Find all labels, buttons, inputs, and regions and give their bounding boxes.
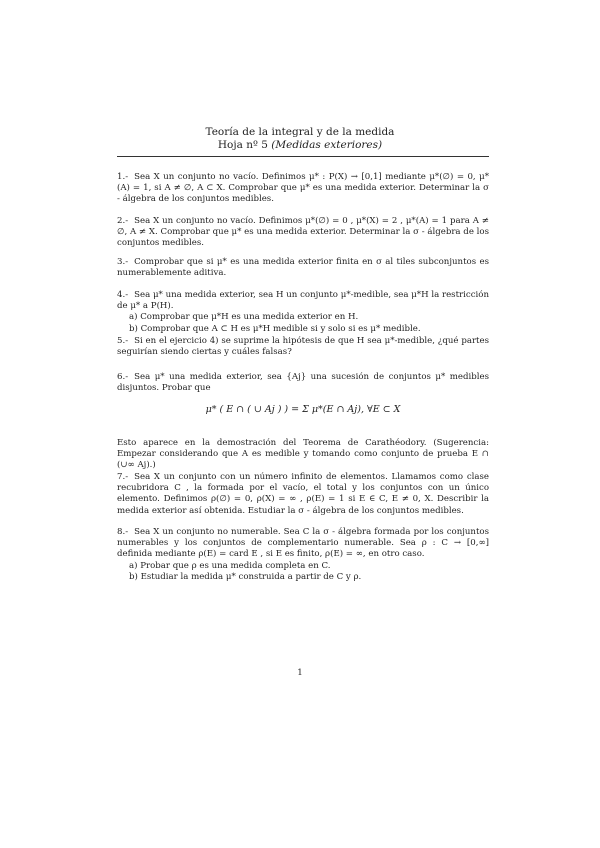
page-number: 1	[297, 668, 303, 678]
problem-text: Si en el ejercicio 4) se suprime la hipótesis de que H sea μ*-medible, ¿qué partes seguirían siendo ciertas y cuáles falsas?	[117, 336, 489, 358]
problem-4a: a) Comprobar que μ*H es una medida exterior en H.	[129, 312, 359, 323]
document-subtitle	[0, 139, 600, 152]
problem-number: 1.-	[117, 172, 129, 182]
problem-text: Sea X un conjunto no vacío. Definimos μ* : P(X) → [0,1] mediante μ*(∅) = 0, μ*(A) = 1, si A ≠ ∅, A ⊂ X. Comprobar que μ* es una medida exterior. Determinar la σ - álgebra de los conjuntos medibles.	[117, 172, 489, 205]
problem-text: Comprobar que si μ* es una medida exterior finita en σ al tiles subconjuntos es numerablemente aditiva.	[117, 257, 489, 279]
problem-number: 7.-	[117, 472, 129, 482]
problem-text: Sea X un conjunto no vacío. Definimos μ*(∅) = 0 , μ*(X) = 2 , μ*(A) = 1 para A ≠ ∅, A ≠ X. Comprobar que μ* es una medida exterior. Determinar la σ - álgebra de los conjuntos medibles.	[117, 216, 489, 249]
problem-5	[117, 336, 489, 358]
problem-2	[117, 216, 489, 250]
problem-1	[117, 172, 489, 206]
problem-text: Sea X un conjunto no numerable. Sea C la σ - álgebra formada por los conjuntos numerables y los conjuntos de complementario numerable. Sea ρ : C → [0,∞] definida mediante ρ(E) = card E , si E es finito, ρ(E) = ∞, en otro caso.	[117, 527, 489, 560]
problem-number: 3.-	[117, 257, 129, 267]
problem-6-formula: μ* ( E ∩ ( ∪ Aj ) ) = Σ μ*(E ∩ Aj), ∀E ⊂ X	[205, 404, 401, 415]
problem-7	[117, 472, 489, 517]
problem-3	[117, 257, 489, 279]
problem-8a: a) Probar que ρ es una medida completa en C.	[129, 560, 331, 571]
problem-4	[117, 290, 489, 335]
problem-8b: b) Estudiar la medida μ* construida a partir de C y ρ.	[129, 571, 362, 582]
document-header	[0, 126, 600, 152]
problem-number: 4.-	[117, 290, 129, 300]
problem-number: 8.-	[117, 527, 129, 537]
problem-6-note	[117, 438, 489, 472]
problem-text: Esto aparece en la demostración del Teorema de Carathéodory. (Sugerencia: Empezar considerando que A es medible y tomando como conjunto de prueba E ∩ (∪∞ Aj).)	[117, 438, 489, 471]
problem-number: 5.-	[117, 336, 129, 346]
problem-number: 6.-	[117, 372, 129, 382]
problem-text: Sea X un conjunto con un número infinito de elementos. Llamamos como clase recubridora C , la formada por el vacío, el total y los conjuntos con un único elemento. Definimos ρ(∅) = 0, ρ(X) = ∞ , ρ(E) = 1 si E ∈ C, E ≠ 0, X. Describir la medida exterior así obtenida. Estudiar la σ - álgebra de los conjuntos medibles.	[117, 472, 489, 516]
problem-text: Sea μ* una medida exterior, sea H un conjunto μ*-medible, sea μ*H la restricción de μ* a P(H).	[117, 290, 489, 312]
problem-text: Sea μ* una medida exterior, sea {Aj} una sucesión de conjuntos μ* medibles disjuntos. Probar que	[117, 372, 489, 394]
problem-number: 2.-	[117, 216, 129, 226]
document-title: Teoría de la integral y de la medida	[205, 126, 395, 138]
sheet-number: Hoja nº 5	[217, 139, 268, 151]
problem-4b: b) Comprobar que A ⊂ H es μ*H medible si y solo si es μ* medible.	[129, 323, 421, 334]
header-rule	[117, 156, 489, 157]
sheet-topic: (Medidas exteriores)	[271, 139, 383, 151]
problem-6	[117, 372, 489, 394]
problem-8	[117, 527, 489, 583]
